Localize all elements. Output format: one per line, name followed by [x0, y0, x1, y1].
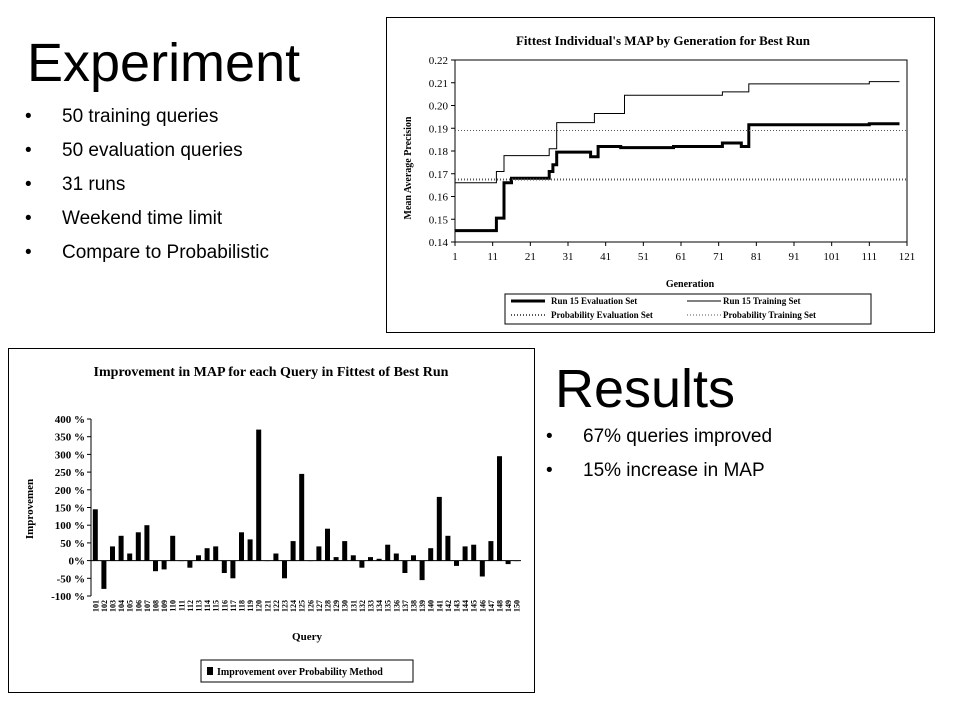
map-line-chart — [387, 18, 934, 332]
chart-title: Fittest Individual's MAP by Generation for Best Run — [515, 33, 811, 48]
bar — [514, 561, 519, 562]
legend-label: Probability Evaluation Set — [551, 310, 653, 320]
x-tick-label: 107 — [142, 600, 152, 612]
x-tick-label: 138 — [409, 600, 419, 612]
x-tick-label: 145 — [469, 600, 479, 612]
x-tick-label: 21 — [524, 251, 536, 263]
bar — [170, 536, 175, 561]
x-tick-label: 149 — [504, 600, 514, 612]
x-tick-label: 1 — [452, 251, 458, 263]
x-tick-label: 109 — [160, 600, 170, 612]
bullet-text: 50 training queries — [62, 106, 219, 127]
x-tick-label: 136 — [392, 600, 402, 612]
x-tick-label: 113 — [194, 600, 204, 612]
bar — [101, 561, 106, 589]
bar — [445, 536, 450, 561]
x-tick-label: 51 — [637, 251, 649, 263]
y-axis-label: Mean Average Precision — [403, 116, 414, 220]
bar — [265, 561, 270, 562]
y-tick-label: -100 % — [51, 591, 85, 603]
map-line-chart-panel — [386, 17, 935, 333]
bar — [428, 548, 433, 560]
experiment-heading: Experiment — [27, 33, 301, 93]
x-tick-label: 148 — [495, 600, 505, 612]
x-tick-label: 124 — [289, 600, 299, 612]
bar — [506, 561, 511, 565]
x-tick-label: 131 — [349, 600, 359, 612]
bar — [463, 546, 468, 560]
x-tick-label: 122 — [271, 600, 281, 612]
bullet-icon: • — [25, 174, 32, 195]
bar — [325, 529, 330, 561]
results-heading: Results — [555, 359, 736, 419]
bar — [299, 474, 304, 561]
x-tick-label: 101 — [823, 251, 840, 263]
legend-label: Improvement over Probability Method — [217, 667, 383, 678]
x-tick-label: 115 — [211, 600, 221, 612]
list-item — [546, 425, 772, 459]
x-tick-label: 106 — [134, 600, 144, 612]
bar — [368, 557, 373, 561]
map-bar-chart-panel — [8, 348, 535, 693]
x-tick-label: 143 — [452, 600, 462, 612]
bar — [282, 561, 287, 579]
bar — [308, 561, 313, 562]
chart-title: Improvement in MAP for each Query in Fittest of Best Run — [93, 365, 449, 380]
x-tick-label: 111 — [861, 251, 878, 263]
y-tick-label: 0% — [68, 555, 85, 568]
bar — [110, 546, 115, 560]
x-tick-label: 126 — [306, 600, 316, 612]
bar — [153, 561, 158, 572]
x-tick-label: 104 — [117, 600, 127, 612]
list-item — [546, 459, 772, 493]
legend-label: Run 15 Training Set — [723, 296, 801, 306]
bullet-icon: • — [25, 242, 32, 263]
bullet-text: 67% queries improved — [583, 426, 773, 447]
x-tick-label: 134 — [375, 600, 385, 612]
bar — [488, 541, 493, 561]
list-item — [25, 105, 269, 139]
y-tick-label: 200 % — [54, 484, 85, 497]
bar — [230, 561, 235, 579]
y-tick-label: 0.19 — [428, 123, 448, 136]
x-tick-label: 141 — [435, 600, 445, 612]
bullet-text: 15% increase in MAP — [583, 460, 765, 481]
x-tick-label: 91 — [788, 251, 800, 263]
x-tick-label: 111 — [177, 600, 187, 612]
x-tick-label: 147 — [486, 600, 496, 612]
bar — [334, 557, 339, 561]
x-tick-label: 120 — [254, 600, 264, 612]
bullet-text: 50 evaluation queries — [62, 140, 243, 161]
x-tick-label: 112 — [185, 600, 195, 612]
x-tick-label: 150 — [512, 600, 522, 612]
y-tick-label: 0.17 — [428, 168, 448, 181]
x-tick-label: 125 — [297, 600, 307, 612]
bar — [291, 541, 296, 561]
bar — [437, 497, 442, 561]
bar — [136, 532, 141, 560]
x-tick-label: 101 — [91, 600, 101, 612]
y-tick-label: 0.14 — [428, 237, 448, 249]
bar — [179, 561, 184, 562]
x-tick-label: 135 — [383, 600, 393, 612]
y-tick-label: 400 % — [54, 414, 85, 426]
y-tick-label: 0.16 — [428, 191, 448, 204]
bar — [377, 559, 382, 561]
y-tick-label: 350 % — [54, 431, 85, 444]
bar — [420, 561, 425, 581]
list-item — [25, 139, 269, 173]
bar — [196, 555, 201, 560]
bar — [239, 532, 244, 560]
y-axis-label: Improvemen — [24, 478, 36, 540]
results-bullet-list — [546, 425, 772, 493]
list-item — [25, 173, 269, 207]
x-tick-label: 139 — [418, 600, 428, 612]
x-tick-label: 133 — [366, 600, 376, 612]
x-tick-label: 129 — [332, 600, 342, 612]
x-axis-label: Generation — [665, 279, 715, 290]
list-item — [25, 241, 269, 275]
x-tick-label: 102 — [99, 600, 109, 612]
x-tick-label: 121 — [263, 600, 273, 612]
x-tick-label: 116 — [220, 600, 230, 612]
bullet-icon: • — [25, 208, 32, 229]
y-tick-label: 0.18 — [428, 146, 448, 158]
y-tick-label: 100 % — [54, 520, 85, 533]
legend-label: Run 15 Evaluation Set — [551, 296, 638, 306]
x-tick-label: 81 — [750, 251, 762, 263]
bar — [248, 539, 253, 560]
legend-label: Probability Training Set — [723, 310, 817, 320]
x-tick-label: 117 — [228, 600, 238, 612]
bar — [273, 554, 278, 561]
bar — [402, 561, 407, 573]
x-tick-label: 128 — [323, 600, 333, 612]
bar — [471, 545, 476, 561]
x-tick-label: 118 — [237, 600, 247, 612]
y-tick-label: 50 % — [60, 537, 85, 550]
y-tick-label: 250 % — [54, 467, 85, 480]
bar — [342, 541, 347, 561]
bar — [351, 555, 356, 560]
x-tick-label: 41 — [600, 251, 612, 263]
improvement-bar-chart — [9, 349, 534, 692]
x-tick-label: 114 — [203, 600, 213, 612]
experiment-bullet-list — [25, 105, 269, 275]
bullet-text: Compare to Probabilistic — [62, 242, 269, 263]
y-tick-label: 0.21 — [428, 77, 448, 90]
y-tick-label: 0.20 — [428, 100, 448, 113]
bar — [385, 545, 390, 561]
x-tick-label: 144 — [461, 600, 471, 612]
bar — [205, 548, 210, 560]
x-tick-label: 137 — [400, 600, 410, 612]
x-tick-label: 61 — [675, 251, 687, 263]
bar — [119, 536, 124, 561]
bullet-icon: • — [25, 106, 32, 127]
bullet-icon: • — [546, 426, 553, 447]
bar — [359, 561, 364, 568]
bar — [162, 561, 167, 570]
bar — [213, 546, 218, 560]
y-tick-label: -50 % — [56, 573, 85, 586]
bar — [144, 525, 149, 560]
bar — [480, 561, 485, 577]
bar — [127, 554, 132, 561]
y-tick-label: 150 % — [54, 502, 85, 515]
list-item — [25, 207, 269, 241]
x-axis-label: Query — [292, 631, 322, 643]
legend-swatch — [207, 667, 213, 675]
y-tick-label: 0.15 — [428, 214, 448, 227]
x-tick-label: 31 — [562, 251, 574, 263]
bullet-text: Weekend time limit — [62, 208, 223, 229]
y-tick-label: 0.22 — [428, 55, 448, 67]
x-tick-label: 127 — [314, 600, 324, 612]
bar — [394, 554, 399, 561]
x-tick-label: 132 — [357, 600, 367, 612]
bar — [316, 546, 321, 560]
bullet-text: 31 runs — [62, 174, 126, 195]
x-tick-label: 123 — [280, 600, 290, 612]
bar — [222, 561, 227, 573]
bar — [93, 509, 98, 560]
x-tick-label: 140 — [426, 600, 436, 612]
x-tick-label: 103 — [108, 600, 118, 612]
bar — [497, 456, 502, 560]
bar — [411, 555, 416, 560]
bar — [187, 561, 192, 568]
x-tick-label: 71 — [713, 251, 725, 263]
y-tick-label: 300 % — [54, 449, 85, 462]
x-tick-label: 142 — [443, 600, 453, 612]
bar — [454, 561, 459, 566]
x-tick-label: 146 — [478, 600, 488, 612]
x-tick-label: 105 — [125, 600, 135, 612]
x-tick-label: 11 — [487, 251, 498, 263]
x-tick-label: 110 — [168, 600, 178, 612]
bullet-icon: • — [25, 140, 32, 161]
bullet-icon: • — [546, 460, 553, 481]
x-tick-label: 121 — [898, 251, 916, 263]
bar — [256, 430, 261, 561]
plot-area — [455, 60, 907, 242]
x-tick-label: 108 — [151, 600, 161, 612]
x-tick-label: 130 — [340, 600, 350, 612]
x-tick-label: 119 — [246, 600, 256, 612]
